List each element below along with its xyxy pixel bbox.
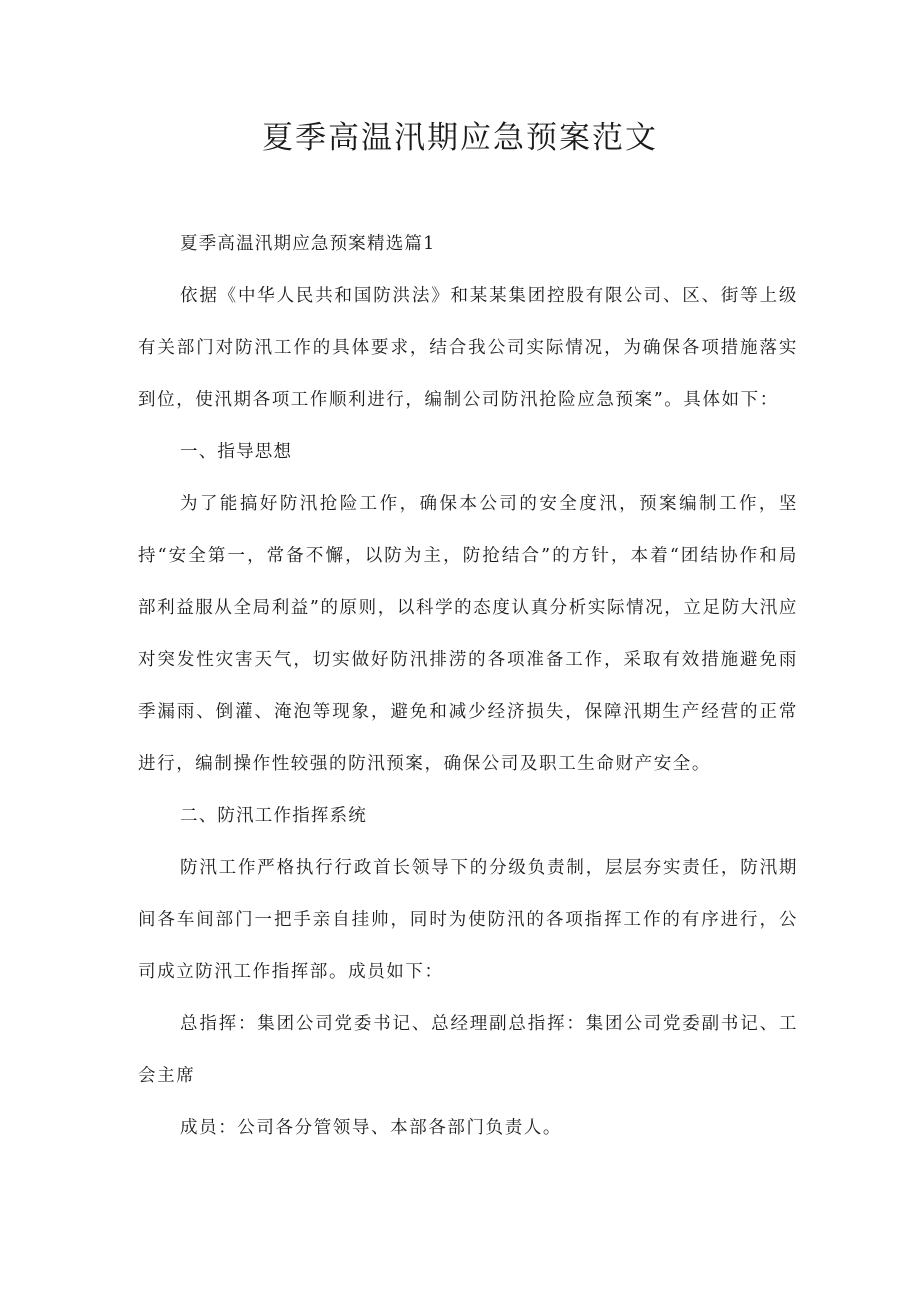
body-paragraph: 成员：公司各分管领导、本部各部门负责人。 [180, 1118, 562, 1138]
body-paragraph: 总指挥：集团公司党委书记、总经理副总指挥：集团公司党委副书记、工会主席 [138, 1014, 798, 1086]
section-heading: 一、指导思想 [180, 442, 293, 462]
section-heading: 夏季高温汛期应急预案精选篇1 [180, 234, 436, 254]
body-paragraph: 依据《中华人民共和国防洪法》和某某集团控股有限公司、区、街等上级有关部门对防汛工作的具体要求，结合我公司实际情况，为确保各项措施落实到位，使汛期各项工作顺利进行，编制公司防汛抢险应急预案”。具体如下： [138, 286, 798, 410]
document-body [138, 218, 798, 1154]
body-paragraph: 防汛工作严格执行行政首长领导下的分级负责制，层层夯实责任，防汛期间各车间部门一把手亲自挂帅，同时为使防汛的各项指挥工作的有序进行，公司成立防汛工作指挥部。成员如下： [138, 858, 798, 982]
body-paragraph: 为了能搞好防汛抢险工作，确保本公司的安全度汛，预案编制工作，坚持“安全第一，常备不懈，以防为主，防抢结合”的方针，本着“团结协作和局部利益服从全局利益”的原则，以科学的态度认真分析实际情况，立足防大汛应对突发性灾害天气，切实做好防汛排涝的各项准备工作，采取有效措施避免雨季漏雨、倒灌、淹泡等现象，避免和减少经济损失，保障汛期生产经营的正常进行，编制操作性较强的防汛预案，确保公司及职工生命财产安全。 [138, 494, 798, 774]
section-heading: 二、防汛工作指挥系统 [180, 806, 367, 826]
document-title: 夏季高温汛期应急预案范文 [262, 120, 658, 156]
